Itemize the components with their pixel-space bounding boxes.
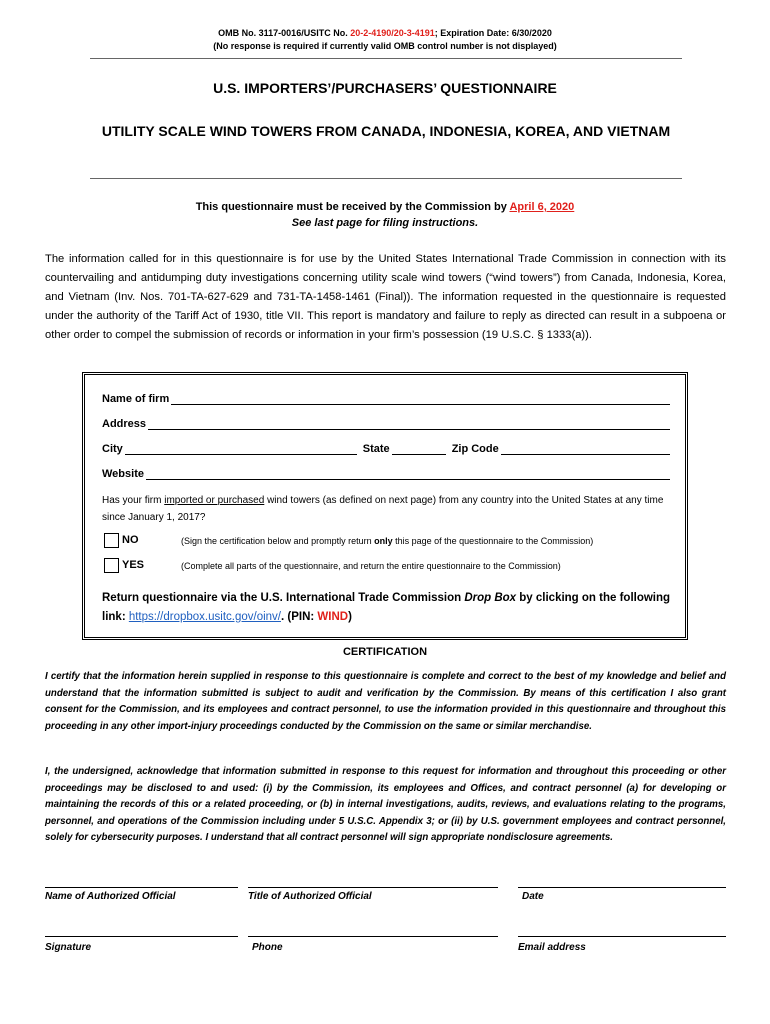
import-question: Has your firm imported or purchased wind towers (as defined on next page) from any country into the United States at any time since January 1, 2017?: [102, 495, 664, 523]
zip-input-line[interactable]: [501, 443, 670, 455]
questionnaire-subject: UTILITY SCALE WIND TOWERS FROM CANADA, INDONESIA, KOREA, AND VIETNAM: [101, 123, 671, 139]
phone-line[interactable]: [248, 936, 498, 937]
official-title-label: Title of Authorized Official: [248, 891, 372, 902]
address-label: Address: [102, 418, 147, 430]
omb-header: [0, 27, 770, 53]
return-instructions: Return questionnaire via the U.S. International Trade Commission Drop Box by clicking on the following link: https://dropbox.usitc.gov/oinv/. (PIN: WIND): [102, 592, 671, 623]
usitc-number: 20-2-4190/20-3-4191: [350, 28, 435, 38]
questionnaire-title: U.S. IMPORTERS’/PURCHASERS’ QUESTIONNAIRE: [213, 80, 557, 96]
yes-instructions: (Complete all parts of the questionnaire, and return the entire questionnaire to the Commission): [181, 561, 561, 571]
date-label: Date: [522, 891, 544, 902]
address-field: [102, 418, 670, 430]
firm-name-label: Name of firm: [102, 393, 170, 405]
firm-name-field: [102, 393, 670, 405]
state-input-line[interactable]: [392, 443, 446, 455]
website-label: Website: [102, 468, 144, 480]
phone-label: Phone: [252, 942, 283, 953]
deadline-notice: This questionnaire must be received by the Commission by April 6, 2020 See last page for filing instructions.: [0, 199, 770, 231]
firm-name-input-line[interactable]: [171, 393, 670, 405]
header-divider: [90, 58, 682, 59]
date-line[interactable]: [518, 887, 726, 888]
no-checkbox[interactable]: [104, 533, 119, 548]
no-instructions: (Sign the certification below and promptly return only this page of the questionnaire to the Commission): [181, 536, 594, 546]
signature-line[interactable]: [45, 936, 238, 937]
deadline-date: April 6, 2020: [509, 201, 575, 213]
intro-paragraph: The information called for in this questionnaire is for use by the United States International Trade Commission in connection with its countervailing and antidumping duty investigations concerning utility scale wind towers (“wind towers”) from Canada, Indonesia, Korea, and Vietnam (Inv. Nos. 701-TA-627-629 and 731-TA-1458-1461 (Final)). The information requested in the questionnaire is requested under the authority of the Tariff Act of 1930, title VII. This report is mandatory and failure to reply as directed can result in a subpoena or other order to compel the submission of records or information in your firm’s possession (19 U.S.C. § 1333(a)).: [45, 253, 726, 341]
certification-heading: CERTIFICATION: [342, 646, 428, 658]
official-name-label: Name of Authorized Official: [45, 891, 176, 902]
state-label: State: [362, 443, 390, 455]
pin-code: WIND: [317, 611, 349, 623]
address-input-line[interactable]: [148, 418, 670, 430]
email-line[interactable]: [518, 936, 726, 937]
filing-instructions-note: See last page for filing instructions.: [291, 217, 479, 229]
yes-checkbox[interactable]: [104, 558, 119, 573]
signature-label: Signature: [45, 942, 92, 953]
official-name-line[interactable]: [45, 887, 238, 888]
official-title-line[interactable]: [248, 887, 498, 888]
omb-line-1: OMB No. 3117-0016/USITC No. 20-2-4190/20-3-4191; Expiration Date: 6/30/2020: [218, 28, 552, 38]
omb-line-2: (No response is required if currently valid OMB control number is not displayed): [213, 41, 557, 51]
city-state-zip-field: [102, 443, 670, 455]
dropbox-link[interactable]: https://dropbox.usitc.gov/oinv/: [128, 611, 281, 623]
certification-paragraph-2: I, the undersigned, acknowledge that information submitted in response to this request for information and throughout this proceeding or other proceedings may be disclosed to and used: (i) by the Commission, its employees and Offices, and contract personnel (a) for developing or maintaining the records of this or a related proceeding, or (b) in internal investigations, audits, reviews, and evaluations relating to the programs, personnel, and operations of the Commission including under 5 U.S.C. Appendix 3; or (ii) by U.S. government employees and contract personnel, solely for cybersecurity purposes. I understand that all contract personnel will sign appropriate nondisclosure agreements.: [45, 766, 726, 844]
zip-label: Zip Code: [451, 443, 499, 455]
yes-label: YES: [122, 559, 145, 571]
city-input-line[interactable]: [125, 443, 357, 455]
email-label: Email address: [518, 942, 586, 953]
certification-paragraph-1: I certify that the information herein supplied in response to this questionnaire is complete and correct to the best of my knowledge and belief and understand that the information submitted is subject to audit and verification by the Commission. By means of this certification I also grant consent for the Commission, and its employees and contract personnel, to use the information provided in this questionnaire and throughout this proceeding in any other import-injury proceedings conducted by the Commission on the same or similar merchandise.: [45, 671, 726, 732]
website-field: [102, 468, 670, 480]
title-divider: [90, 178, 682, 179]
no-label: NO: [122, 534, 139, 546]
website-input-line[interactable]: [146, 468, 670, 480]
city-label: City: [102, 443, 123, 455]
